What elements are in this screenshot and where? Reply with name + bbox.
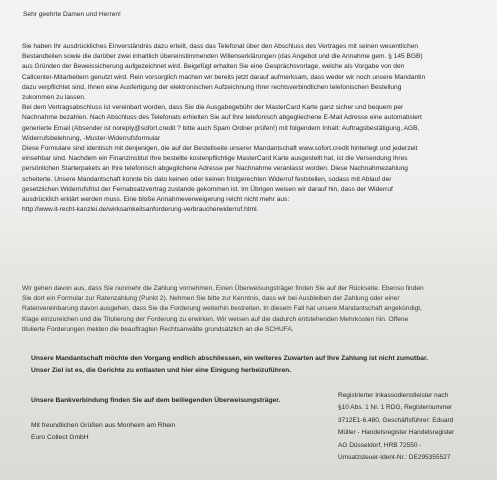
text-line: Unser Ziel ist es, die Gerichte zu entlasten und hier eine Einigung herbeizuführen. — [31, 367, 292, 374]
text-line: titulierte Forderungen melden die beauftragten Rechtsanwälte grundsätzlich an die SCHUFA. — [22, 325, 294, 333]
text-line: Ratenvereinbarung davon ausgehen, dass Sie die Forderung weiterhin bestreiten. In diesem Fall hat unsere Mandantschaft angekündigt, — [22, 305, 422, 313]
text-line: generierte Email (Absender ist noreply@sofort.credit ? bitte auch Spam Ordner prüfen!) mit folgendem Inhalt: Auftragsbestätigung, AGB, — [22, 124, 420, 132]
text-line: Widerrufsbelehrung, -Muster-Widerrufsformular — [22, 134, 161, 142]
text-line: aus Gründen der Beweissicherung aufgezeichnet wird. Beigefügt erhalten Sie eine Gesprächsvorlage, welche als Vorgabe von den — [22, 63, 405, 71]
paragraph-closing-statement — [31, 353, 497, 377]
text-line: Registrierter Inkassodienstleister nach — [338, 392, 449, 399]
text-line: gesetzlichen Widerrufsfrist der Fernabsatzvertrag zustande gekommen ist. Im Übrigen weisen wir darauf hin, dass der Widerruf — [22, 185, 393, 193]
bank-details-note: Unsere Bankverbindung finden Sie auf dem beiliegenden Überweisungsträger. — [31, 397, 281, 404]
text-line: Bei dem Vertragsabschluss ist vereinbart worden, dass Sie die Ausgabegebühr der MasterCard Karte ganz sicher und bequem per — [22, 104, 404, 112]
greeting-line: Mit freundlichen Grüßen aus Monheim am Rhein — [31, 422, 176, 429]
registry-info — [338, 390, 454, 464]
text-line: Sie dort ein Formular zur Ratenzahlung (Punkt 2). Nehmen Sie bitte zur Kenntnis, dass wir bei Ausbleiben der Zahlung oder einer — [22, 295, 400, 303]
paragraph-contract-details — [22, 42, 492, 215]
text-line: Callcenter-Mitarbeitern genutzt wird. Rein vorsorglich machen wir bereits jetzt darauf aufmerksam, dass weder wir noch unsere Mandantin — [22, 73, 426, 81]
text-line: dazu verpflichtet sind, Ihnen eine Ausfertigung der elektronischen Aufzeichnung Ihrer rechtsverbindlichen telefonischen Bestellung — [22, 83, 402, 91]
text-line: Unsere Mandantschaft möchte den Vorgang endlich abschliessen, ein weiteres Zuwarten auf Ihre Zahlung ist nicht zumutbar. — [31, 355, 429, 362]
paragraph-payment-request — [22, 284, 492, 335]
legal-url-link[interactable]: http://www.it-recht-kanzlei.de/wirksamkeitsanforderung-verbraucherwiderruf.html. — [22, 206, 259, 214]
text-line: persönlichen Starterpakets an Ihre telefonisch abgeglichene Adresse per Nachnahme veranlasst worden. Diese Nachnahmezahlung — [22, 165, 408, 173]
text-line: zukommen zu lassen. — [22, 94, 86, 102]
company-name: Euro Collect GmbH — [31, 434, 89, 442]
text-line: AG Düsseldorf, HRB 72550 - — [338, 441, 422, 449]
text-line: einsehbar sind. Nachdem ein Finanzinstitut Ihre bestellte kostenpflichtige MasterCard Karte ausgestellt hat, ist die Versendung Ihres — [22, 155, 408, 163]
text-line: ausdrücklich erklärt werden muss. Eine bloße Annahmeverweigerung reicht nicht mehr aus: — [22, 196, 290, 204]
text-line: Klage einzureichen und die Titulierung der Forderung zu erwirken. Wir weisen auf die dadurch entstehenden Mehrkosten hin. Offene — [22, 315, 409, 323]
text-line: Bestandteilen sowie die darüber zwei inhaltlich übereinstimmenden Willenserklärungen (das Angebot und die Annahme gem. § 145 BGB) — [22, 53, 423, 61]
text-line: Nachnahme bezahlen. Nach Abschluss des Telefonats erhielten Sie auf Ihre telefonisch abgegliechene E-Mail Adresse eine automatisiert — [22, 114, 422, 122]
text-line: 3712E1-6.480, Geschäftsführer: Eduard — [338, 416, 454, 424]
text-line: Wir gehen davon aus, dass Sie nunmehr die Zahlung vornehmen. Einen Überweisungsträger finden Sie auf der Rückseite. Ebenso finden — [22, 285, 424, 292]
text-line: Sie haben Ihr ausdrückliches Einverständnis dazu erteilt, dass das Telefonat über den Abschluss des Vertrages mit seinen wesentlichen — [22, 43, 419, 50]
text-line: scheiterte. Unsere Mandantschaft konnte bis dato keinen oder keinen fristgerechten Widerruf feststellen, sodass mit Ablauf der — [22, 175, 392, 183]
text-line: §10 Abs. 1 Nr. 1 RDG, Registernummer — [338, 404, 453, 412]
text-line: Müller - Handelsregister Handelsregister — [338, 429, 455, 437]
text-line: Umsatzsteuer-Ident-Nr.: DE295355527 — [338, 454, 451, 462]
signature-block — [31, 420, 175, 445]
text-line: Diese Formulare sind identisch mit denjenigen, die auf der Bestellseite unserer Mandantschaft www.sofort.credit hinterlegt und jederzeit — [22, 145, 418, 153]
salutation: Sehr geehrte Damen und Herren! — [23, 11, 121, 18]
